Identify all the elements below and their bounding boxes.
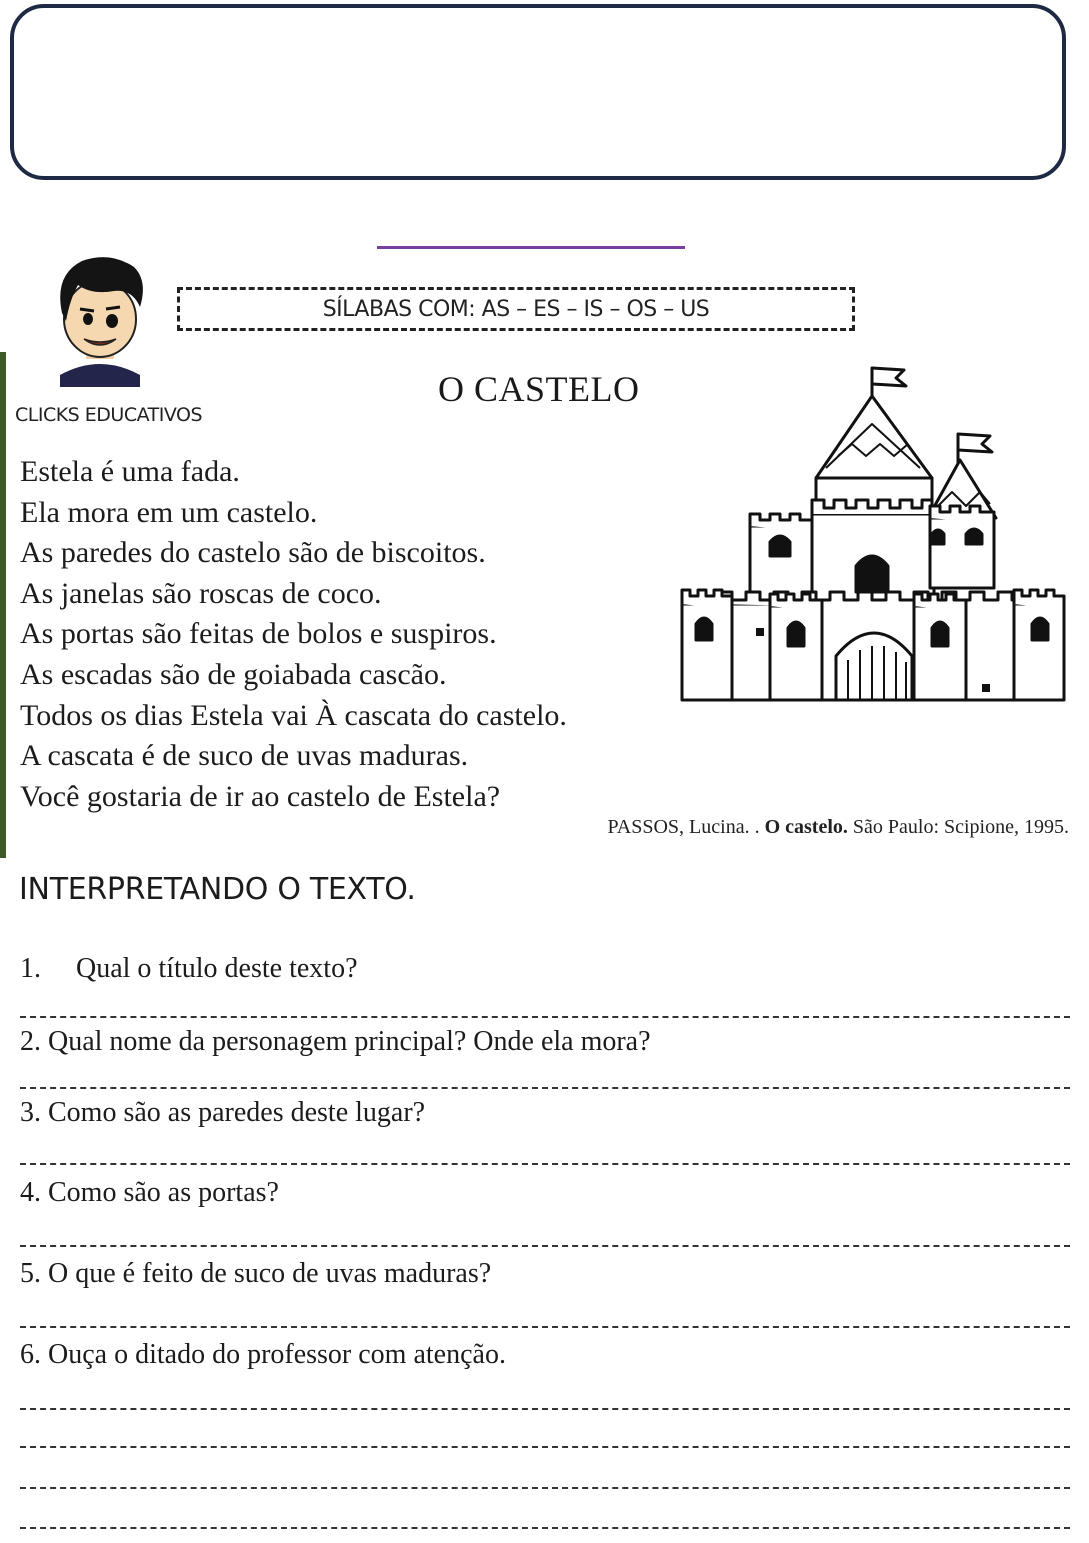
source-work: O castelo. [764, 816, 848, 838]
side-accent-bar [0, 352, 6, 858]
question-1 [20, 953, 358, 985]
question-2 [20, 1026, 651, 1058]
story-title: O CASTELO [438, 369, 640, 409]
answer-line[interactable] [20, 1016, 1070, 1018]
answer-line[interactable] [20, 1446, 1070, 1448]
question-number: 5. [20, 1258, 41, 1289]
question-6 [20, 1339, 506, 1371]
answer-line[interactable] [20, 1245, 1070, 1247]
story-text [20, 452, 567, 817]
question-text: Qual nome da personagem principal? Onde ela mora? [48, 1026, 651, 1057]
story-line: As paredes do castelo são de biscoitos. [20, 536, 486, 570]
question-5 [20, 1258, 491, 1290]
question-4 [20, 1177, 279, 1209]
story-line: As escadas são de goiabada cascão. [20, 657, 447, 691]
castle-illustration [676, 364, 1070, 706]
story-line: Todos os dias Estela vai À cascata do castelo. [20, 698, 567, 732]
header-box [10, 4, 1066, 180]
story-line: A cascata é de suco de uvas maduras. [20, 739, 469, 773]
story-line: Estela é uma fada. [20, 455, 240, 488]
question-text: O que é feito de suco de uvas maduras? [48, 1258, 492, 1289]
story-line: As janelas são roscas de coco. [20, 576, 382, 610]
question-number: 2. [20, 1026, 41, 1057]
question-3 [20, 1097, 425, 1129]
syllables-label: SÍLABAS COM: AS – ES – IS – OS – US [322, 296, 710, 322]
brand-label: CLICKS EDUCATIVOS [15, 404, 203, 426]
question-number: 3. [20, 1097, 41, 1128]
answer-line[interactable] [20, 1487, 1070, 1489]
question-number: 1. [20, 953, 41, 984]
source-author: PASSOS, Lucina. . [607, 816, 760, 838]
answer-line[interactable] [20, 1326, 1070, 1328]
source-citation [608, 816, 1070, 839]
story-line: Ela mora em um castelo. [20, 495, 318, 529]
question-text: Como são as paredes deste lugar? [48, 1097, 426, 1128]
answer-line[interactable] [20, 1408, 1070, 1410]
syllables-box [177, 287, 855, 331]
cartoon-boy-icon [48, 255, 152, 387]
story-line: Você gostaria de ir ao castelo de Estela? [20, 779, 501, 813]
header-divider [377, 246, 685, 249]
section-title: INTERPRETANDO O TEXTO. [19, 872, 416, 907]
question-text: Qual o título deste texto? [76, 953, 358, 984]
answer-line[interactable] [20, 1087, 1070, 1089]
question-number: 6. [20, 1339, 41, 1370]
answer-line[interactable] [20, 1163, 1070, 1165]
question-text: Ouça o ditado do professor com atenção. [48, 1339, 506, 1370]
source-publisher: São Paulo: Scipione, 1995. [852, 816, 1069, 838]
answer-line[interactable] [20, 1527, 1070, 1529]
question-text: Como são as portas? [48, 1177, 279, 1208]
question-number: 4. [20, 1177, 41, 1208]
story-line: As portas são feitas de bolos e suspiros. [20, 617, 497, 651]
